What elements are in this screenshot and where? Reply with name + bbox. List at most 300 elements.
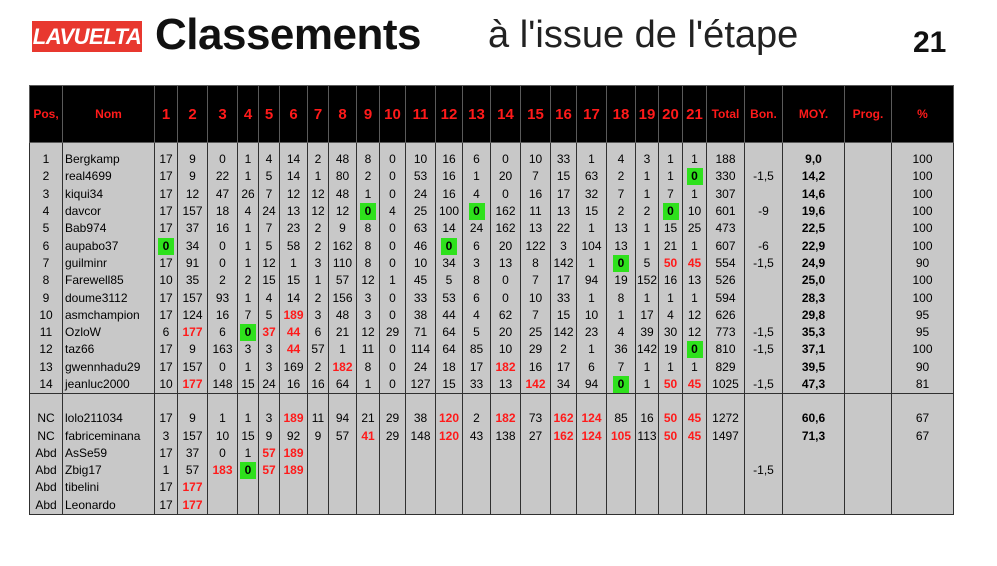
stage-score-cell <box>577 445 607 462</box>
stage-score-cell: 1 <box>659 168 683 185</box>
bonus-cell <box>745 220 783 237</box>
stage-score-cell: 7 <box>607 359 636 376</box>
stage-score-cell: 21 <box>329 324 357 341</box>
stage-score-cell: 10 <box>155 376 178 394</box>
column-header: MOY. <box>783 86 845 143</box>
table-row <box>30 427 954 444</box>
stage-score-cell: 22 <box>551 220 577 237</box>
percent-cell: 95 <box>892 307 954 324</box>
stage-score-cell: 0 <box>380 359 406 376</box>
position-cell: Abd <box>30 462 63 479</box>
stage-score-cell: 1 <box>308 272 329 289</box>
stage-score-cell: 142 <box>551 324 577 341</box>
stage-score-cell: 182 <box>491 359 521 376</box>
stage-score-cell: 38 <box>406 307 436 324</box>
stage-score-cell: 1 <box>380 272 406 289</box>
total-cell: 607 <box>707 237 745 254</box>
average-cell: 47,3 <box>783 376 845 394</box>
progression-cell <box>845 168 892 185</box>
stage-score-cell: 9 <box>329 220 357 237</box>
stage-score-cell <box>155 237 178 254</box>
stage-score-cell <box>551 479 577 496</box>
progression-cell <box>845 445 892 462</box>
stage-score-cell: 15 <box>436 376 463 394</box>
stage-score-cell <box>491 445 521 462</box>
stage-score-cell: 6 <box>208 324 238 341</box>
column-header: 18 <box>607 86 636 143</box>
stage-score-cell: 16 <box>208 307 238 324</box>
column-header: 1 <box>155 86 178 143</box>
stage-score-cell: 1 <box>357 376 380 394</box>
column-header: 19 <box>636 86 659 143</box>
total-cell: 773 <box>707 324 745 341</box>
column-header: 11 <box>406 86 436 143</box>
stage-score-cell <box>280 479 308 496</box>
stage-score-cell: 17 <box>155 341 178 358</box>
stage-score-cell: 120 <box>436 427 463 444</box>
table-row <box>30 462 954 479</box>
bonus-cell <box>745 307 783 324</box>
stage-score-cell: 162 <box>329 237 357 254</box>
page-title-bold: Classements <box>155 10 421 59</box>
stage-score-cell: 142 <box>521 376 551 394</box>
table-header-row <box>30 86 954 143</box>
stage-score-cell: 10 <box>406 255 436 272</box>
stage-score-cell: 8 <box>357 151 380 168</box>
stage-score-cell <box>380 479 406 496</box>
average-cell: 22,9 <box>783 237 845 254</box>
stage-score-cell: 1 <box>329 341 357 358</box>
stage-score-cell: 7 <box>259 220 280 237</box>
stage-score-cell <box>329 497 357 515</box>
stage-score-cell: 189 <box>280 410 308 427</box>
stage-score-cell: 63 <box>406 220 436 237</box>
stage-score-cell <box>607 479 636 496</box>
stage-score-cell: 1 <box>683 151 707 168</box>
rider-name-cell: aupabo37 <box>63 237 155 254</box>
stage-score-cell: 0 <box>491 151 521 168</box>
stage-score-cell: 2 <box>636 203 659 220</box>
stage-score-cell: 3 <box>636 151 659 168</box>
stage-score-cell <box>636 462 659 479</box>
stage-score-cell: 13 <box>607 220 636 237</box>
stage-score-cell: 43 <box>463 427 491 444</box>
column-header: 10 <box>380 86 406 143</box>
stage-score-cell: 3 <box>238 341 259 358</box>
average-cell: 19,6 <box>783 203 845 220</box>
table-row <box>30 307 954 324</box>
stage-score-cell: 15 <box>577 203 607 220</box>
stage-score-cell: 4 <box>659 307 683 324</box>
stage-score-cell: 182 <box>329 359 357 376</box>
stage-score-cell: 0 <box>491 289 521 306</box>
stage-score-cell: 12 <box>308 203 329 220</box>
stage-score-cell: 15 <box>238 427 259 444</box>
average-cell: 29,8 <box>783 307 845 324</box>
stage-score-cell: 7 <box>521 307 551 324</box>
stage-score-cell: 37 <box>259 324 280 341</box>
stage-score-cell <box>238 324 259 341</box>
progression-cell <box>845 410 892 427</box>
stage-score-cell: 17 <box>551 272 577 289</box>
stage-score-cell: 14 <box>280 289 308 306</box>
table-row <box>30 479 954 496</box>
stage-score-cell: 169 <box>280 359 308 376</box>
stage-score-cell: 20 <box>491 237 521 254</box>
stage-score-cell <box>636 445 659 462</box>
stage-score-cell: 16 <box>208 220 238 237</box>
stage-score-cell: 5 <box>259 168 280 185</box>
stage-score-cell: 85 <box>463 341 491 358</box>
position-cell: 13 <box>30 359 63 376</box>
stage-score-cell: 16 <box>308 376 329 394</box>
stage-score-cell: 44 <box>280 324 308 341</box>
stage-score-cell: 0 <box>208 445 238 462</box>
stage-score-cell: 13 <box>521 220 551 237</box>
stage-score-cell: 37 <box>178 445 208 462</box>
stage-score-cell: 0 <box>380 341 406 358</box>
stage-score-cell: 17 <box>155 203 178 220</box>
stage-score-cell <box>521 462 551 479</box>
stage-score-cell: 4 <box>259 151 280 168</box>
percent-cell: 100 <box>892 168 954 185</box>
rider-name-cell: OzloW <box>63 324 155 341</box>
stage-score-cell: 2 <box>607 168 636 185</box>
bonus-cell <box>745 479 783 496</box>
stage-score-cell: 189 <box>280 462 308 479</box>
stage-score-cell: 53 <box>406 168 436 185</box>
stage-score-cell: 25 <box>683 220 707 237</box>
stage-score-cell: 45 <box>683 427 707 444</box>
progression-cell <box>845 427 892 444</box>
stage-score-cell: 17 <box>155 168 178 185</box>
stage-score-cell: 17 <box>463 359 491 376</box>
stage-score-cell: 1 <box>636 289 659 306</box>
stage-score-cell: 22 <box>208 168 238 185</box>
stage-score-cell <box>551 497 577 515</box>
stage-score-cell: 1 <box>636 168 659 185</box>
stage-score-cell: 33 <box>463 376 491 394</box>
stage-score-cell: 24 <box>406 186 436 203</box>
stage-score-cell: 24 <box>259 376 280 394</box>
stage-score-cell: 1 <box>577 289 607 306</box>
bonus-cell <box>745 151 783 168</box>
percent-cell: 95 <box>892 324 954 341</box>
stage-score-cell: 13 <box>551 203 577 220</box>
position-cell: 1 <box>30 151 63 168</box>
stage-score-cell: 9 <box>178 151 208 168</box>
stage-score-cell: 9 <box>178 341 208 358</box>
stage-score-cell: 17 <box>155 479 178 496</box>
percent-cell <box>892 445 954 462</box>
column-header: 9 <box>357 86 380 143</box>
total-cell <box>707 445 745 462</box>
stage-score-cell: 58 <box>280 237 308 254</box>
stage-score-cell: 24 <box>406 359 436 376</box>
stage-score-cell: 1 <box>683 289 707 306</box>
stage-score-cell: 1 <box>636 359 659 376</box>
bonus-cell <box>745 445 783 462</box>
stage-score-cell: 33 <box>551 151 577 168</box>
position-cell: 3 <box>30 186 63 203</box>
average-cell: 14,6 <box>783 186 845 203</box>
column-header: 5 <box>259 86 280 143</box>
stage-score-cell: 2 <box>308 289 329 306</box>
stage-score-cell: 18 <box>208 203 238 220</box>
rider-name-cell: Bab974 <box>63 220 155 237</box>
stage-score-cell: 15 <box>280 272 308 289</box>
stage-score-cell: 6 <box>463 237 491 254</box>
progression-cell <box>845 341 892 358</box>
best-score-highlight: 0 <box>360 203 376 220</box>
stage-score-cell: 163 <box>208 341 238 358</box>
spacer-row <box>30 394 954 411</box>
stage-score-cell: 124 <box>577 427 607 444</box>
bonus-cell <box>745 359 783 376</box>
stage-score-cell <box>659 203 683 220</box>
stage-score-cell: 1 <box>155 462 178 479</box>
stage-score-cell: 21 <box>659 237 683 254</box>
stage-score-cell: 12 <box>259 255 280 272</box>
total-cell: 829 <box>707 359 745 376</box>
percent-cell: 100 <box>892 203 954 220</box>
stage-score-cell: 62 <box>491 307 521 324</box>
stage-score-cell <box>357 462 380 479</box>
stage-score-cell <box>577 462 607 479</box>
stage-score-cell <box>357 479 380 496</box>
stage-score-cell: 1 <box>636 237 659 254</box>
position-cell: 14 <box>30 376 63 394</box>
stage-score-cell: 11 <box>521 203 551 220</box>
stage-score-cell <box>308 445 329 462</box>
stage-score-cell: 100 <box>436 203 463 220</box>
stage-score-cell: 19 <box>659 341 683 358</box>
column-header: 17 <box>577 86 607 143</box>
column-header: 20 <box>659 86 683 143</box>
stage-score-cell: 23 <box>577 324 607 341</box>
position-cell: Abd <box>30 497 63 515</box>
stage-score-cell: 1 <box>683 359 707 376</box>
stage-score-cell: 177 <box>178 324 208 341</box>
stage-score-cell <box>491 497 521 515</box>
stage-score-cell: 8 <box>357 237 380 254</box>
stage-score-cell <box>491 462 521 479</box>
rider-name-cell: Leonardo <box>63 497 155 515</box>
la-vuelta-logo: LAVUELTA <box>32 21 142 52</box>
header <box>0 0 997 82</box>
stage-score-cell: 17 <box>551 359 577 376</box>
stage-score-cell: 57 <box>259 462 280 479</box>
stage-score-cell: 50 <box>659 376 683 394</box>
stage-score-cell <box>406 462 436 479</box>
stage-score-cell <box>491 479 521 496</box>
stage-score-cell: 85 <box>607 410 636 427</box>
percent-cell: 100 <box>892 341 954 358</box>
stage-score-cell: 29 <box>380 410 406 427</box>
stage-score-cell: 1 <box>280 255 308 272</box>
bonus-cell <box>745 272 783 289</box>
stage-score-cell: 0 <box>208 237 238 254</box>
stage-score-cell <box>308 479 329 496</box>
position-cell: 8 <box>30 272 63 289</box>
best-score-highlight: 0 <box>441 238 457 255</box>
stage-score-cell: 3 <box>357 307 380 324</box>
total-cell: 330 <box>707 168 745 185</box>
stage-score-cell <box>607 497 636 515</box>
percent-cell <box>892 479 954 496</box>
column-header: 4 <box>238 86 259 143</box>
total-cell: 601 <box>707 203 745 220</box>
stage-score-cell: 1 <box>238 168 259 185</box>
stage-score-cell <box>659 479 683 496</box>
stage-score-cell: 16 <box>659 272 683 289</box>
rider-name-cell: gwennhadu29 <box>63 359 155 376</box>
stage-score-cell: 1 <box>238 359 259 376</box>
bonus-cell: -1,5 <box>745 324 783 341</box>
table-row <box>30 410 954 427</box>
stage-score-cell: 71 <box>406 324 436 341</box>
table-row <box>30 151 954 168</box>
stage-score-cell: 50 <box>659 427 683 444</box>
stage-score-cell: 0 <box>208 255 238 272</box>
stage-score-cell <box>659 445 683 462</box>
stage-score-cell: 110 <box>329 255 357 272</box>
stage-score-cell: 13 <box>607 237 636 254</box>
stage-score-cell: 162 <box>551 427 577 444</box>
column-header: 6 <box>280 86 308 143</box>
stage-score-cell: 94 <box>577 272 607 289</box>
stage-score-cell: 0 <box>380 186 406 203</box>
stage-score-cell: 32 <box>577 186 607 203</box>
stage-score-cell: 44 <box>280 341 308 358</box>
stage-score-cell <box>208 479 238 496</box>
stage-score-cell <box>329 479 357 496</box>
stage-score-cell: 20 <box>491 168 521 185</box>
stage-score-cell: 14 <box>436 220 463 237</box>
stage-score-cell: 13 <box>683 272 707 289</box>
average-cell: 39,5 <box>783 359 845 376</box>
stage-score-cell: 11 <box>308 410 329 427</box>
progression-cell <box>845 324 892 341</box>
progression-cell <box>845 479 892 496</box>
position-cell: 12 <box>30 341 63 358</box>
stage-score-cell: 24 <box>463 220 491 237</box>
rider-name-cell: Bergkamp <box>63 151 155 168</box>
column-header: 15 <box>521 86 551 143</box>
stage-score-cell: 17 <box>155 151 178 168</box>
stage-score-cell: 6 <box>577 359 607 376</box>
best-score-highlight: 0 <box>613 255 629 272</box>
position-cell: NC <box>30 410 63 427</box>
stage-score-cell: 16 <box>521 186 551 203</box>
stage-score-cell <box>436 445 463 462</box>
stage-score-cell <box>436 462 463 479</box>
stage-score-cell: 1 <box>357 186 380 203</box>
stage-score-cell: 124 <box>178 307 208 324</box>
stage-score-cell: 4 <box>607 324 636 341</box>
rider-name-cell: lolo211034 <box>63 410 155 427</box>
stage-score-cell: 17 <box>155 289 178 306</box>
stage-score-cell: 15 <box>551 168 577 185</box>
stage-score-cell: 37 <box>178 220 208 237</box>
best-score-highlight: 0 <box>687 341 703 358</box>
stage-score-cell: 8 <box>357 220 380 237</box>
stage-score-cell: 120 <box>436 410 463 427</box>
stage-score-cell <box>406 497 436 515</box>
stage-score-cell <box>683 445 707 462</box>
stage-score-cell <box>521 479 551 496</box>
stage-score-cell: 1 <box>636 220 659 237</box>
stage-score-cell: 10 <box>208 427 238 444</box>
average-cell: 60,6 <box>783 410 845 427</box>
total-cell: 1272 <box>707 410 745 427</box>
progression-cell <box>845 376 892 394</box>
stage-score-cell: 9 <box>259 427 280 444</box>
total-cell: 1025 <box>707 376 745 394</box>
stage-score-cell: 183 <box>208 462 238 479</box>
stage-score-cell <box>463 445 491 462</box>
stage-score-cell: 6 <box>463 151 491 168</box>
stage-score-cell: 1 <box>238 255 259 272</box>
stage-score-cell: 1 <box>238 445 259 462</box>
stage-score-cell: 0 <box>380 307 406 324</box>
stage-score-cell: 17 <box>155 307 178 324</box>
stage-score-cell: 50 <box>659 410 683 427</box>
column-header: Pos, <box>30 86 63 143</box>
stage-score-cell: 16 <box>280 376 308 394</box>
stage-score-cell: 3 <box>259 341 280 358</box>
stage-score-cell: 16 <box>436 168 463 185</box>
stage-score-cell: 3 <box>259 359 280 376</box>
best-score-highlight: 0 <box>613 376 629 393</box>
stage-score-cell <box>329 445 357 462</box>
column-header: 16 <box>551 86 577 143</box>
stage-score-cell: 16 <box>521 359 551 376</box>
stage-score-cell: 1 <box>577 255 607 272</box>
stage-score-cell: 1 <box>577 151 607 168</box>
stage-score-cell <box>659 462 683 479</box>
total-cell: 594 <box>707 289 745 306</box>
stage-score-cell <box>357 203 380 220</box>
stage-score-cell: 0 <box>380 255 406 272</box>
stage-score-cell: 17 <box>155 445 178 462</box>
average-cell: 14,2 <box>783 168 845 185</box>
stage-score-cell: 12 <box>178 186 208 203</box>
stage-score-cell <box>463 203 491 220</box>
stage-score-cell: 156 <box>329 289 357 306</box>
stage-score-cell: 0 <box>491 272 521 289</box>
stage-score-cell: 142 <box>636 341 659 358</box>
best-score-highlight: 0 <box>663 203 679 220</box>
table-row <box>30 324 954 341</box>
bonus-cell: -1,5 <box>745 255 783 272</box>
progression-cell <box>845 289 892 306</box>
position-cell: NC <box>30 427 63 444</box>
stage-score-cell: 57 <box>259 445 280 462</box>
percent-cell: 67 <box>892 427 954 444</box>
column-header: Prog. <box>845 86 892 143</box>
stage-score-cell: 30 <box>659 324 683 341</box>
stage-score-cell: 1 <box>308 168 329 185</box>
bonus-cell <box>745 410 783 427</box>
stage-score-cell: 1 <box>683 237 707 254</box>
column-header: 14 <box>491 86 521 143</box>
rider-name-cell: kiqui34 <box>63 186 155 203</box>
stage-score-cell: 64 <box>436 324 463 341</box>
percent-cell: 100 <box>892 151 954 168</box>
stage-score-cell: 12 <box>683 307 707 324</box>
stage-score-cell <box>380 445 406 462</box>
